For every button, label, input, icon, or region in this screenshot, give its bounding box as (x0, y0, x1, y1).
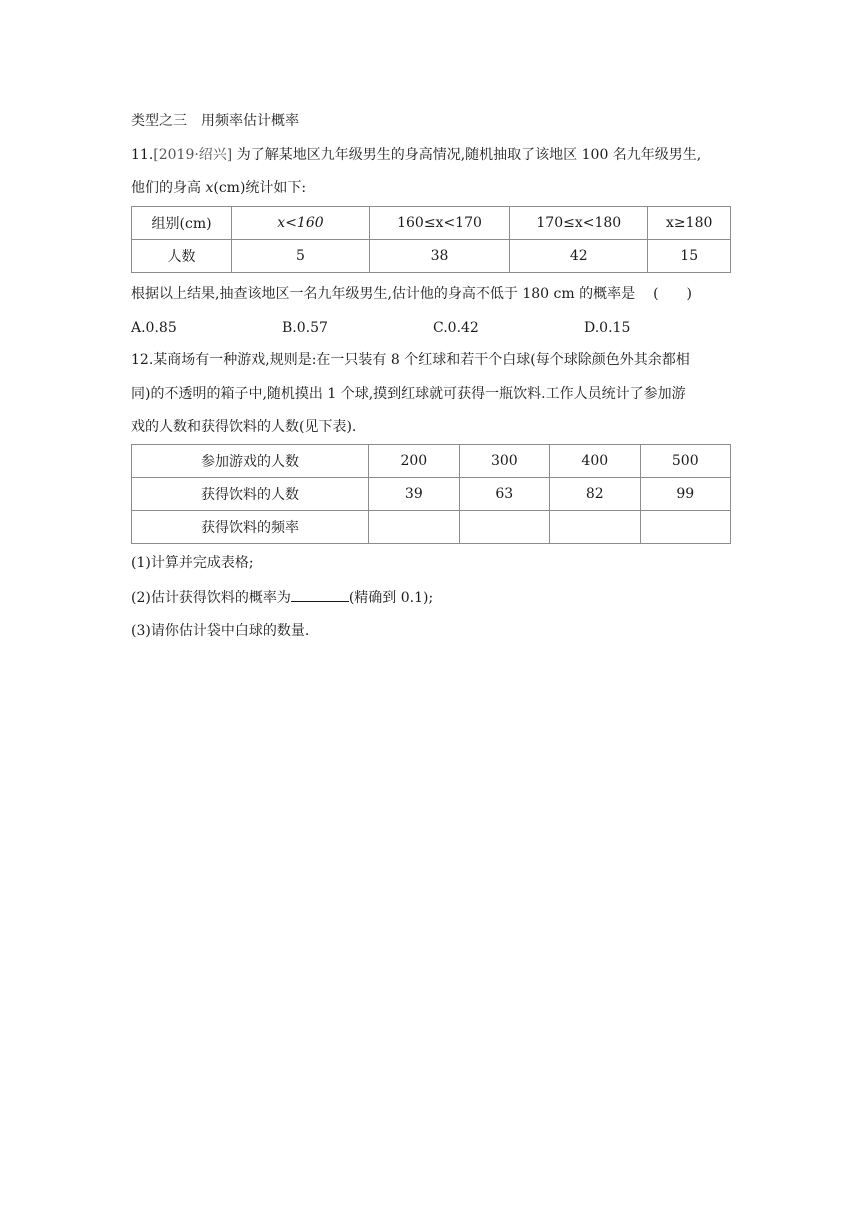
table-cell: x<160 (232, 207, 370, 240)
table-cell: 42 (510, 240, 648, 273)
answer-bracket: ( ) (653, 286, 693, 302)
table-cell: 300 (459, 445, 549, 478)
q11-source: [2019·绍兴] (153, 147, 233, 163)
table-cell: 63 (459, 478, 549, 511)
q12-sub2-post: (精确到 0.1); (348, 590, 434, 606)
q11-line2-post: (cm)统计如下: (213, 180, 307, 196)
q12-line3: 戏的人数和获得饮料的人数(见下表). (131, 419, 357, 435)
table-row (132, 511, 731, 544)
q11-question (131, 284, 692, 304)
q11-line1 (131, 145, 701, 165)
game-table (131, 444, 731, 544)
q11-stem: 为了解某地区九年级男生的身高情况,随机抽取了该地区 100 名九年级男生, (236, 147, 702, 163)
table-cell: 200 (369, 445, 459, 478)
q11-number: 11. (131, 147, 154, 163)
q12-sub3: (3)请你估计袋中白球的数量. (131, 623, 310, 639)
table-cell: 160≤x<170 (369, 207, 509, 240)
table-cell: 39 (369, 478, 459, 511)
table-cell: 38 (369, 240, 509, 273)
table-cell: 99 (640, 478, 730, 511)
answer-blank (291, 587, 349, 602)
table-row (132, 207, 731, 240)
q12-sub2 (131, 587, 433, 608)
q11-line2-pre: 他们的身高 (131, 180, 206, 196)
section-title: 类型之三 用频率估计概率 (131, 113, 299, 129)
table-cell: 获得饮料的人数 (132, 478, 369, 511)
table-cell: 500 (640, 445, 730, 478)
table-cell-blank (640, 511, 730, 544)
option-b: B.0.57 (282, 320, 328, 336)
q11-line2 (131, 178, 306, 198)
table-cell: 5 (232, 240, 370, 273)
q12-line2: 同)的不透明的箱子中,随机摸出 1 个球,摸到红球就可获得一瓶饮料.工作人员统计了参加游 (131, 386, 686, 402)
option-c: C.0.42 (433, 320, 479, 336)
table-cell: 组别(cm) (132, 207, 232, 240)
table-cell: 获得饮料的频率 (132, 511, 369, 544)
table-cell: 82 (550, 478, 640, 511)
table-cell: 400 (550, 445, 640, 478)
q11-variable: x (205, 180, 214, 196)
table-cell: x≥180 (648, 207, 731, 240)
q11-question-text: 根据以上结果,抽查该地区一名九年级男生,估计他的身高不低于 180 cm 的概率是 (131, 286, 636, 302)
height-table (131, 206, 731, 273)
table-cell-blank (369, 511, 459, 544)
option-d: D.0.15 (584, 320, 631, 336)
q12-sub1: (1)计算并完成表格; (131, 555, 254, 571)
table-cell: 参加游戏的人数 (132, 445, 369, 478)
table-cell: 15 (648, 240, 731, 273)
table-row (132, 478, 731, 511)
table-cell: 170≤x<180 (510, 207, 648, 240)
option-a: A.0.85 (131, 320, 177, 336)
table-row (132, 240, 731, 273)
table-row (132, 445, 731, 478)
q12-sub2-pre: (2)估计获得饮料的概率为 (131, 590, 291, 606)
table-cell-blank (459, 511, 549, 544)
table-cell-blank (550, 511, 640, 544)
q12-line1: 12.某商场有一种游戏,规则是:在一只装有 8 个红球和若干个白球(每个球除颜色外其余都相 (131, 352, 690, 368)
table-cell: 人数 (132, 240, 232, 273)
